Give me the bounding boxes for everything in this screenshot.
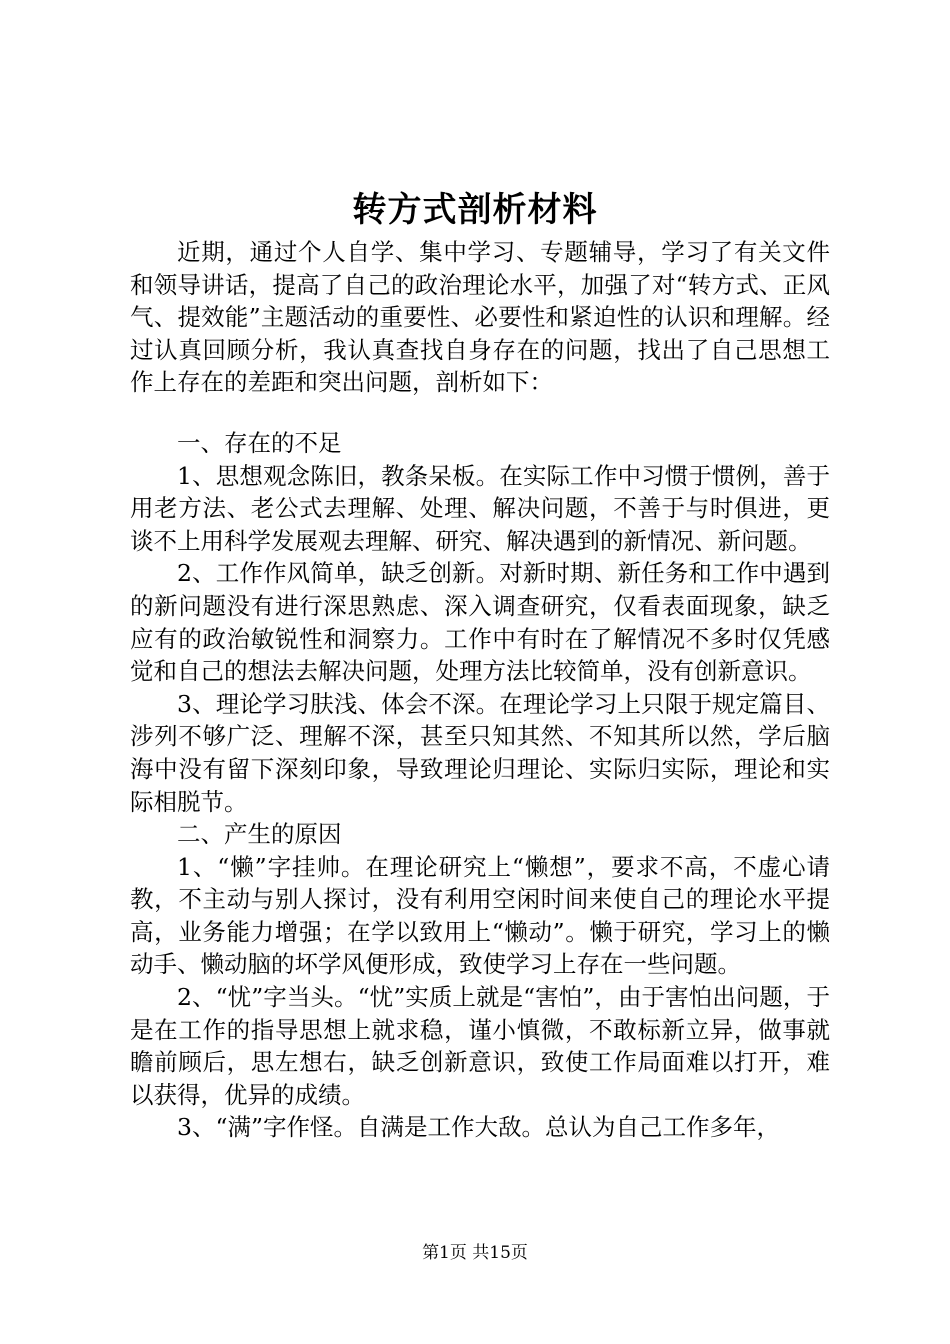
shortcoming-item-1: 1、思想观念陈旧，教条呆板。在实际工作中习惯于惯例，善于用老方法、老公式去理解、处理、解决问题，不善于与时俱进，更谈不上用科学发展观去理解、研究、解决遇到的新情况、新问题。 — [130, 461, 830, 555]
cause-item-2: 2、“忧”字当头。“忧”实质上就是“害怕”，由于害怕出问题，于是在工作的指导思想上就求稳，谨小慎微，不敢标新立异，做事就瞻前顾后，思左想右，缺乏创新意识，致使工作局面难以打开，难以获得，优异的成绩。 — [130, 983, 830, 1109]
section-heading-shortcomings: 一、存在的不足 — [177, 428, 342, 457]
intro-paragraph: 近期，通过个人自学、集中学习、专题辅导，学习了有关文件和领导讲话，提高了自己的政治理论水平，加强了对“转方式、正风气、提效能”主题活动的重要性、必要性和紧迫性的认识和理解。经过认真回顾分析，我认真查找自身存在的问题，找出了自己思想工作上存在的差距和突出问题，剖析如下： — [130, 238, 830, 397]
page-footer: 第1页 共15页 — [422, 1243, 528, 1263]
document-body — [130, 236, 830, 1144]
shortcoming-item-2: 2、工作作风简单，缺乏创新。对新时期、新任务和工作中遇到的新问题没有进行深思熟虑、深入调查研究，仅看表面现象，缺乏应有的政治敏锐性和洞察力。工作中有时在了解情况不多时仅凭感觉和自己的想法去解决问题，处理方法比较简单，没有创新意识。 — [130, 559, 830, 686]
cause-item-1: 1、“懒”字挂帅。在理论研究上“懒想”，要求不高，不虚心请教，不主动与别人探讨，没有利用空闲时间来使自己的理论水平提高，业务能力增强；在学以致用上“懒动”。懒于研究，学习上的懒动手、懒动脑的坏学风便形成，致使学习上存在一些问题。 — [130, 852, 830, 979]
cause-item-3: 3、“满”字作怪。自满是工作大敌。总认为自己工作多年， — [177, 1113, 780, 1142]
document-title: 转方式剖析材料 — [352, 190, 598, 230]
section-heading-causes: 二、产生的原因 — [177, 820, 342, 849]
shortcoming-item-3: 3、理论学习肤浅、体会不深。在理论学习上只限于规定篇目、涉列不够广泛、理解不深，甚至只知其然、不知其所以然，学后脑海中没有留下深刻印象，导致理论归理论、实际归实际，理论和实际相脱节。 — [130, 689, 830, 816]
